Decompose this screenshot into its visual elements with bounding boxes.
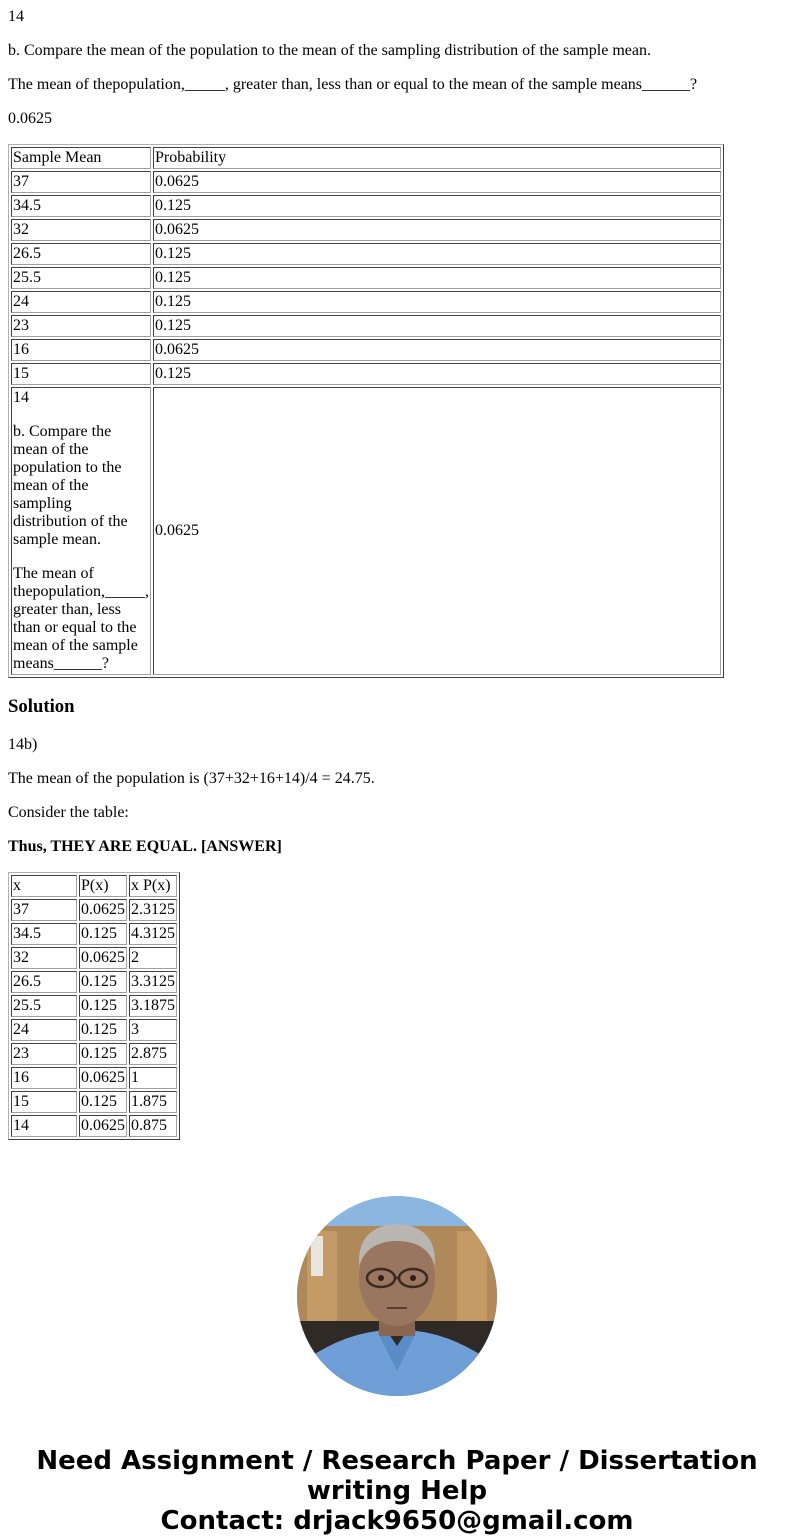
xpx-cell: 1 [129, 1067, 177, 1089]
px-cell: 0.125 [79, 923, 127, 945]
table-row [11, 1019, 177, 1041]
px-cell: 0.125 [79, 1043, 127, 1065]
table-header-row [11, 875, 177, 897]
px-cell: 0.125 [79, 1091, 127, 1113]
promo-contact: Contact: drjack9650@gmail.com [160, 1506, 634, 1536]
table-row [11, 291, 721, 313]
px-cell: 0.125 [79, 995, 127, 1017]
probability-cell: 0.125 [153, 363, 721, 385]
promo-line-2: writing Help [306, 1476, 488, 1506]
sample-mean-cell: 25.5 [11, 267, 151, 289]
table-row [11, 171, 721, 193]
avatar-container [0, 1196, 794, 1396]
sample-mean-cell: 16 [11, 339, 151, 361]
table-row [11, 363, 721, 385]
x-cell: 15 [11, 1091, 77, 1113]
cell-question-part-b: b. Compare the mean of the population to the mean of the sampling distribution of the sample mean. [13, 423, 128, 548]
probability-cell: 0.125 [153, 291, 721, 313]
x-cell: 23 [11, 1043, 77, 1065]
table-row [11, 267, 721, 289]
probability-cell: 0.125 [153, 243, 721, 265]
cell-question-number: 14 [13, 389, 29, 406]
sample-mean-cell: 26.5 [11, 243, 151, 265]
sample-mean-distribution-table [8, 144, 724, 678]
question-prompt: The mean of thepopulation,_____, greater than, less than or equal to the mean of the sample means______? [8, 76, 698, 93]
promo-line-1: Need Assignment / Research Paper / Dissertation [36, 1446, 758, 1476]
table-row [11, 899, 177, 921]
table-row [11, 243, 721, 265]
question-value: 0.0625 [8, 110, 52, 127]
table-row [11, 923, 177, 945]
probability-cell: 0.0625 [153, 339, 721, 361]
table-row [11, 1067, 177, 1089]
xpx-cell: 0.875 [129, 1115, 177, 1137]
xpx-cell: 3.1875 [129, 995, 177, 1017]
x-cell: 32 [11, 947, 77, 969]
avatar [297, 1196, 497, 1396]
table-header-row [11, 147, 721, 169]
px-cell: 0.125 [79, 971, 127, 993]
consider-table-text: Consider the table: [8, 804, 129, 821]
expectation-table [8, 872, 180, 1140]
solution-label: 14b) [8, 736, 38, 753]
population-mean-text: The mean of the population is (37+32+16+14)/4 = 24.75. [8, 770, 375, 787]
table-row [11, 315, 721, 337]
header-cell-px: P(x) [79, 875, 127, 897]
header-cell-probability: Probability [153, 147, 721, 169]
sample-mean-cell: 23 [11, 315, 151, 337]
probability-cell: 0.125 [153, 267, 721, 289]
xpx-cell: 4.3125 [129, 923, 177, 945]
document-body [0, 8, 794, 1140]
xpx-cell: 1.875 [129, 1091, 177, 1113]
x-cell: 14 [11, 1115, 77, 1137]
table-row [11, 995, 177, 1017]
x-cell: 16 [11, 1067, 77, 1089]
x-cell: 25.5 [11, 995, 77, 1017]
probability-cell: 0.0625 [153, 219, 721, 241]
px-cell: 0.125 [79, 1019, 127, 1041]
header-cell-sample-mean: Sample Mean [11, 147, 151, 169]
sample-mean-cell-with-question [11, 387, 151, 675]
table-row [11, 339, 721, 361]
px-cell: 0.0625 [79, 1115, 127, 1137]
x-cell: 24 [11, 1019, 77, 1041]
header-cell-xpx: x P(x) [129, 875, 177, 897]
sample-mean-cell: 24 [11, 291, 151, 313]
table-row [11, 947, 177, 969]
probability-cell: 0.0625 [153, 171, 721, 193]
xpx-cell: 3 [129, 1019, 177, 1041]
x-cell: 26.5 [11, 971, 77, 993]
table-row [11, 219, 721, 241]
table-row [11, 195, 721, 217]
answer-text: Thus, THEY ARE EQUAL. [ANSWER] [8, 838, 282, 855]
probability-cell: 0.0625 [153, 387, 721, 675]
probability-cell: 0.125 [153, 315, 721, 337]
xpx-cell: 2 [129, 947, 177, 969]
sample-mean-cell: 15 [11, 363, 151, 385]
xpx-cell: 2.3125 [129, 899, 177, 921]
sample-mean-cell: 37 [11, 171, 151, 193]
sample-mean-cell: 32 [11, 219, 151, 241]
px-cell: 0.0625 [79, 1067, 127, 1089]
table-row-last [11, 387, 721, 675]
xpx-cell: 3.3125 [129, 971, 177, 993]
question-part-b: b. Compare the mean of the population to the mean of the sampling distribution of the sample mean. [8, 42, 651, 59]
header-cell-x: x [11, 875, 77, 897]
table-row [11, 1091, 177, 1113]
px-cell: 0.0625 [79, 899, 127, 921]
x-cell: 37 [11, 899, 77, 921]
table-row [11, 1115, 177, 1137]
xpx-cell: 2.875 [129, 1043, 177, 1065]
cell-question-prompt: The mean of thepopulation,_____, greater than, less than or equal to the mean of the sample means______? [13, 565, 149, 672]
question-number: 14 [8, 8, 24, 25]
x-cell: 34.5 [11, 923, 77, 945]
table-row [11, 1043, 177, 1065]
solution-heading: Solution [8, 696, 75, 717]
px-cell: 0.0625 [79, 947, 127, 969]
author-portrait-icon [297, 1196, 497, 1396]
table-row [11, 971, 177, 993]
sample-mean-cell: 34.5 [11, 195, 151, 217]
probability-cell: 0.125 [153, 195, 721, 217]
